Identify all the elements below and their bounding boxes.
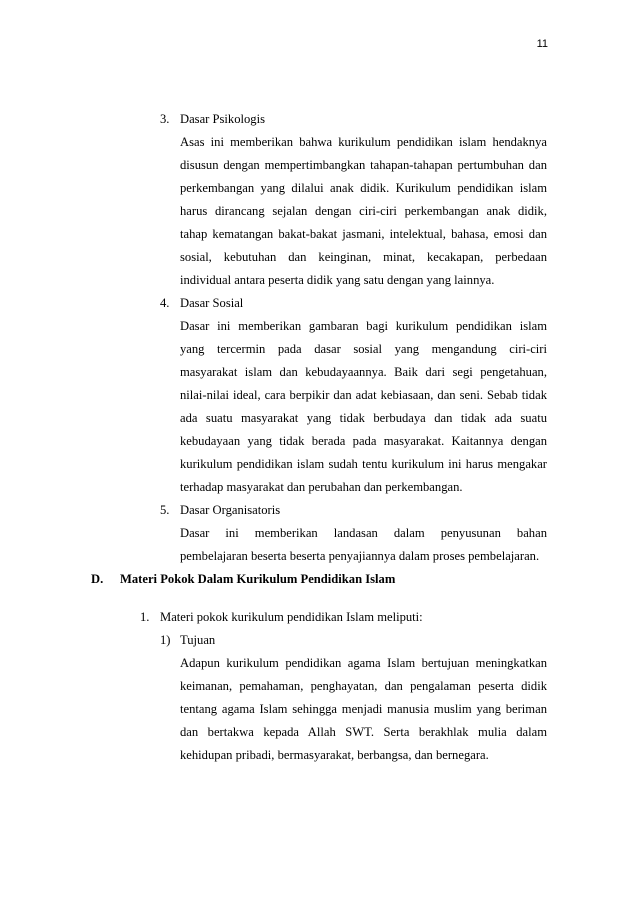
section-4-line: kurikulum pendidikan islam sudah tentu kurikulum ini harus mengakar (180, 457, 547, 471)
sub-1-line: tentang agama Islam sehingga menjadi manusia muslim yang beriman (180, 702, 547, 716)
section-3-line: Asas ini memberikan bahwa kurikulum pendidikan islam hendaknya (180, 135, 547, 149)
section-5-line: pembelajaran beserta beserta penyajiannya dalam proses pembelajaran. (180, 549, 540, 563)
section-4-line: masyarakat islam dan kebudayaannya. Baik dari segi pengetahuan, (180, 365, 547, 379)
section-3-line: sosial, kebutuhan dan keinginan, minat, kecakapan, perbedaan (180, 250, 547, 264)
sub-1-line: Adapun kurikulum pendidikan agama Islam bertujuan meningkatkan (180, 656, 547, 670)
section-3-number: 3. (160, 112, 170, 126)
section-4-line: kebudayaan yang tidak berada pada masyarakat. Kaitannya dengan (180, 434, 547, 448)
section-4-line: ada suatu masyarakat yang tidak berbudaya dan tidak ada suatu (180, 411, 547, 425)
section-4-number: 4. (160, 296, 170, 310)
section-4-line: nilai-nilai ideal, cara berpikir dan adat kebiasaan, dan seni. Sebab tidak (180, 388, 547, 402)
sub-1-line: keimanan, pemahaman, penghayatan, dan pengalaman peserta didik (180, 679, 547, 693)
section-3-line: tahap kematangan bakat-bakat jasmani, intelektual, bahasa, emosi dan (180, 227, 547, 241)
heading-d-letter: D. (91, 572, 104, 586)
item-1-number: 1. (140, 610, 150, 624)
section-3-title: Dasar Psikologis (180, 112, 266, 126)
section-3-line: harus dirancang sejalan dengan ciri-ciri perkembangan anak didik, (180, 204, 547, 218)
sub-1-line: dan bertakwa kepada Allah SWT. Serta berakhlak mulia dalam (180, 725, 547, 739)
section-3-line: perkembangan yang dilalui anak didik. Kurikulum pendidikan islam (180, 181, 547, 195)
section-4-line: terhadap masyarakat dan perubahan dan perkembangan. (180, 480, 463, 494)
heading-d-title: Materi Pokok Dalam Kurikulum Pendidikan Islam (120, 572, 396, 586)
page-number: 11 (536, 38, 548, 50)
section-4-title: Dasar Sosial (180, 296, 244, 310)
section-5-title: Dasar Organisatoris (180, 503, 281, 517)
section-4-line: yang tercermin pada dasar sosial yang mengandung ciri-ciri (180, 342, 547, 356)
section-3-line: individual antara peserta didik yang satu dengan yang lainnya. (180, 273, 495, 287)
sub-1-title: Tujuan (180, 633, 216, 647)
sub-1-number: 1) (160, 633, 171, 647)
section-5-number: 5. (160, 503, 170, 517)
section-3-line: disusun dengan mempertimbangkan tahapan-tahapan pertumbuhan dan (180, 158, 547, 172)
item-1-text: Materi pokok kurikulum pendidikan Islam meliputi: (160, 610, 423, 624)
sub-1-line: kehidupan pribadi, bermasyarakat, berbangsa, dan bernegara. (180, 748, 489, 762)
section-4-line: Dasar ini memberikan gambaran bagi kurikulum pendidikan islam (180, 319, 547, 333)
section-5-line: Dasar ini memberikan landasan dalam penyusunan bahan (180, 526, 547, 540)
